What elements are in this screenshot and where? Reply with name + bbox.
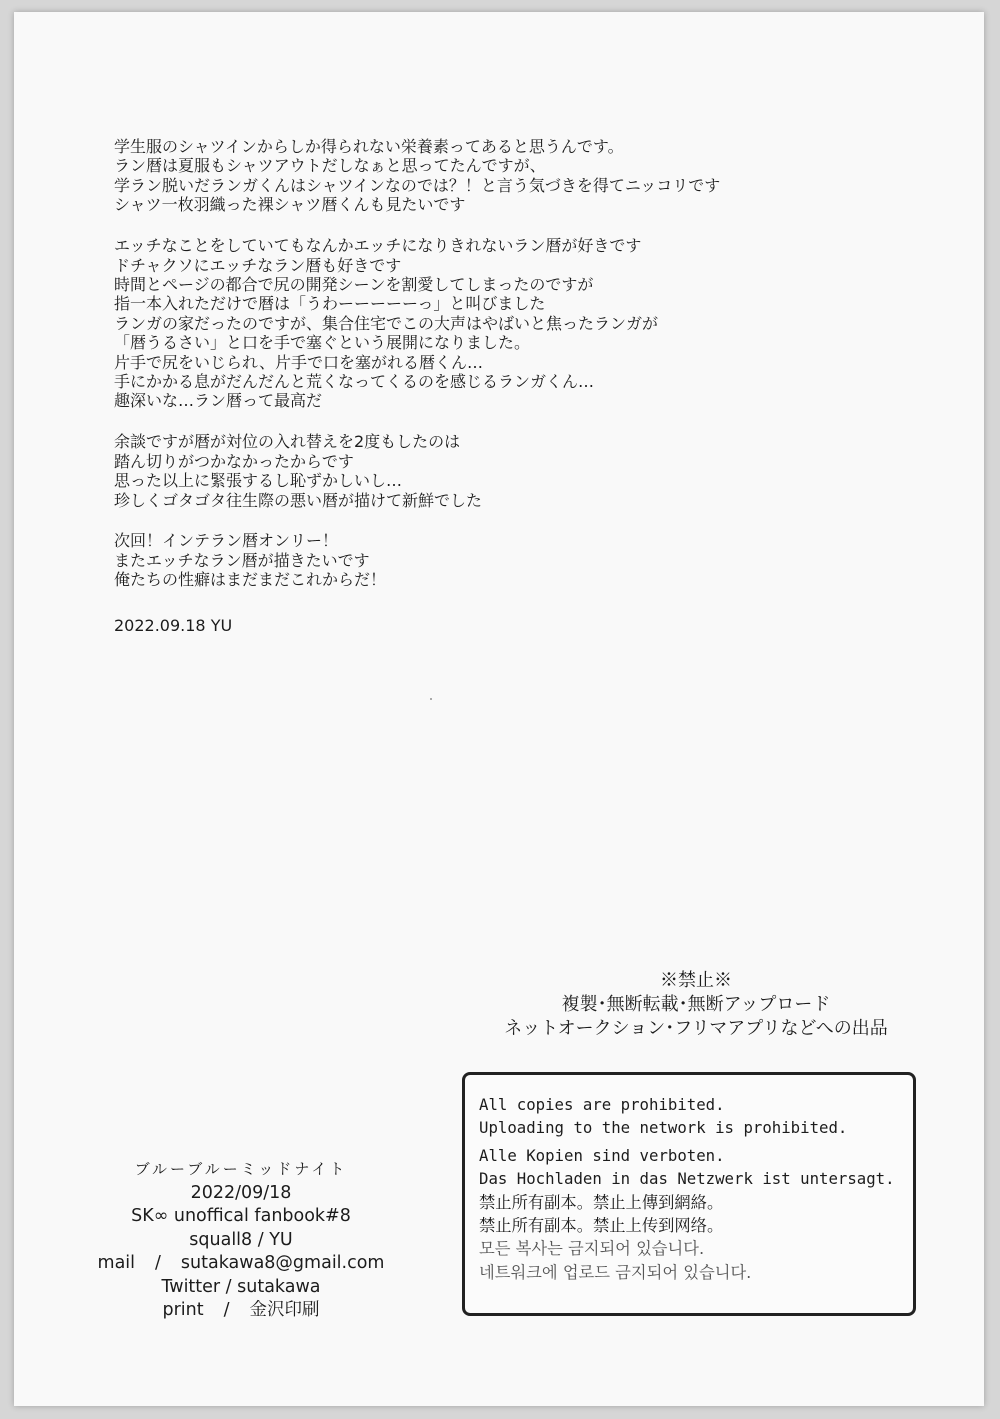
copyright-notice-box — [462, 1072, 916, 1316]
afterword-paragraph-2 — [114, 236, 894, 411]
afterword-line: 余談ですが暦が対位の入れ替えを2度もしたのは — [114, 432, 461, 452]
afterword-line: 思った以上に緊張するし恥ずかしいし… — [114, 471, 403, 491]
afterword-line: ラン暦は夏服もシャツアウトだしなぁと思ってたんですが、 — [114, 156, 546, 176]
notice-en-2: Uploading to the network is prohibited. — [479, 1118, 848, 1138]
print-separator: / — [223, 1300, 230, 1320]
prohibition-notice — [466, 969, 926, 1041]
mail-label: mail — [97, 1253, 136, 1273]
prohibition-line-2: ネットオークション･フリマアプリなどへの出品 — [504, 1018, 888, 1039]
mail-address[interactable]: sutakawa8@gmail.com — [180, 1253, 385, 1273]
notice-de-2: Das Hochladen in das Netzwerk ist untersagt. — [479, 1169, 895, 1189]
scan-speck — [430, 698, 432, 700]
afterword-line: 手にかかる息がだんだんと荒くなってくるのを感じるランガくん… — [114, 371, 595, 391]
page-sheet — [14, 12, 984, 1406]
afterword-line: またエッチなラン暦が描きたいです — [114, 550, 370, 570]
series-name: SK∞ unoffical fanbook#8 — [131, 1206, 351, 1226]
afterword-line: 俺たちの性癖はまだまだこれからだ！ — [114, 570, 387, 590]
afterword-line: 学ラン脱いだランガくんはシャツインなのでは？！と言う気づきを得てニッコリです — [114, 175, 721, 195]
afterword-paragraph-1 — [114, 137, 894, 215]
afterword-line: ランガの家だったのですが、集合住宅でこの大声はやばいと焦ったランガが — [114, 313, 659, 333]
prohibition-heading: ※禁止※ — [660, 970, 732, 991]
mail-separator: / — [155, 1253, 161, 1273]
afterword-paragraph-3 — [114, 432, 894, 510]
afterword-line: 学生服のシャツインからしか得られない栄養素ってあると思うんです。 — [114, 137, 624, 156]
afterword-line: 時間とページの都合で尻の開発シーンを割愛してしまったのですが — [114, 274, 594, 294]
book-title: ブルーブルーミッドナイト — [134, 1160, 348, 1178]
afterword-line: 指一本入れただけで暦は「うわーーーーーっ」と叫びました — [114, 294, 546, 314]
mail-row — [96, 1252, 386, 1276]
afterword-line: 踏ん切りがつかなかったからです — [114, 451, 354, 471]
notice-zh-tw: 禁止所有副本。禁止上傳到網絡。 — [479, 1192, 724, 1212]
notice-en-1: All copies are prohibited. — [479, 1095, 725, 1114]
afterword-signoff: 2022.09.18 YU — [114, 616, 233, 635]
afterword-line: 次回！インテラン暦オンリー！ — [114, 531, 339, 551]
afterword-line: ドチャクソにエッチなラン暦も好きです — [114, 255, 402, 275]
notice-zh-cn: 禁止所有副本。禁止上传到网络。 — [479, 1216, 724, 1236]
afterword-line: 片手で尻をいじられ、片手で口を塞がれる暦くん… — [114, 352, 483, 372]
notice-ko-2: 네트워크에 업로드 금지되어 있습니다. — [479, 1262, 752, 1282]
afterword-paragraph-4 — [114, 531, 894, 589]
print-label: print — [162, 1300, 204, 1320]
notice-de-1: Alle Kopien sind verboten. — [479, 1145, 725, 1165]
afterword-text — [114, 137, 894, 611]
afterword-line: 「暦うるさい」と口を手で塞ぐという展開になりました。 — [114, 333, 531, 353]
afterword-line: 趣深いな…ラン暦って最高だ — [114, 391, 323, 411]
print-row — [96, 1299, 386, 1323]
afterword-line: エッチなことをしていてもなんかエッチになりきれないラン暦が好きです — [114, 236, 642, 256]
twitter-handle: Twitter / sutakawa — [161, 1276, 321, 1297]
afterword-line: シャツ一枚羽織った裸シャツ暦くんも見たいです — [114, 195, 466, 215]
afterword-line: 珍しくゴタゴタ往生際の悪い暦が描けて新鮮でした — [114, 490, 483, 510]
printer-name: 金沢印刷 — [249, 1300, 320, 1320]
publish-date: 2022/09/18 — [190, 1182, 292, 1203]
colophon — [96, 1158, 386, 1323]
prohibition-line-1: 複製･無断転載･無断アップロード — [561, 994, 831, 1015]
notice-ko-1: 모든 복사는 금지되어 있습니다. — [479, 1239, 705, 1259]
circle-name: squall8 / YU — [189, 1229, 293, 1250]
